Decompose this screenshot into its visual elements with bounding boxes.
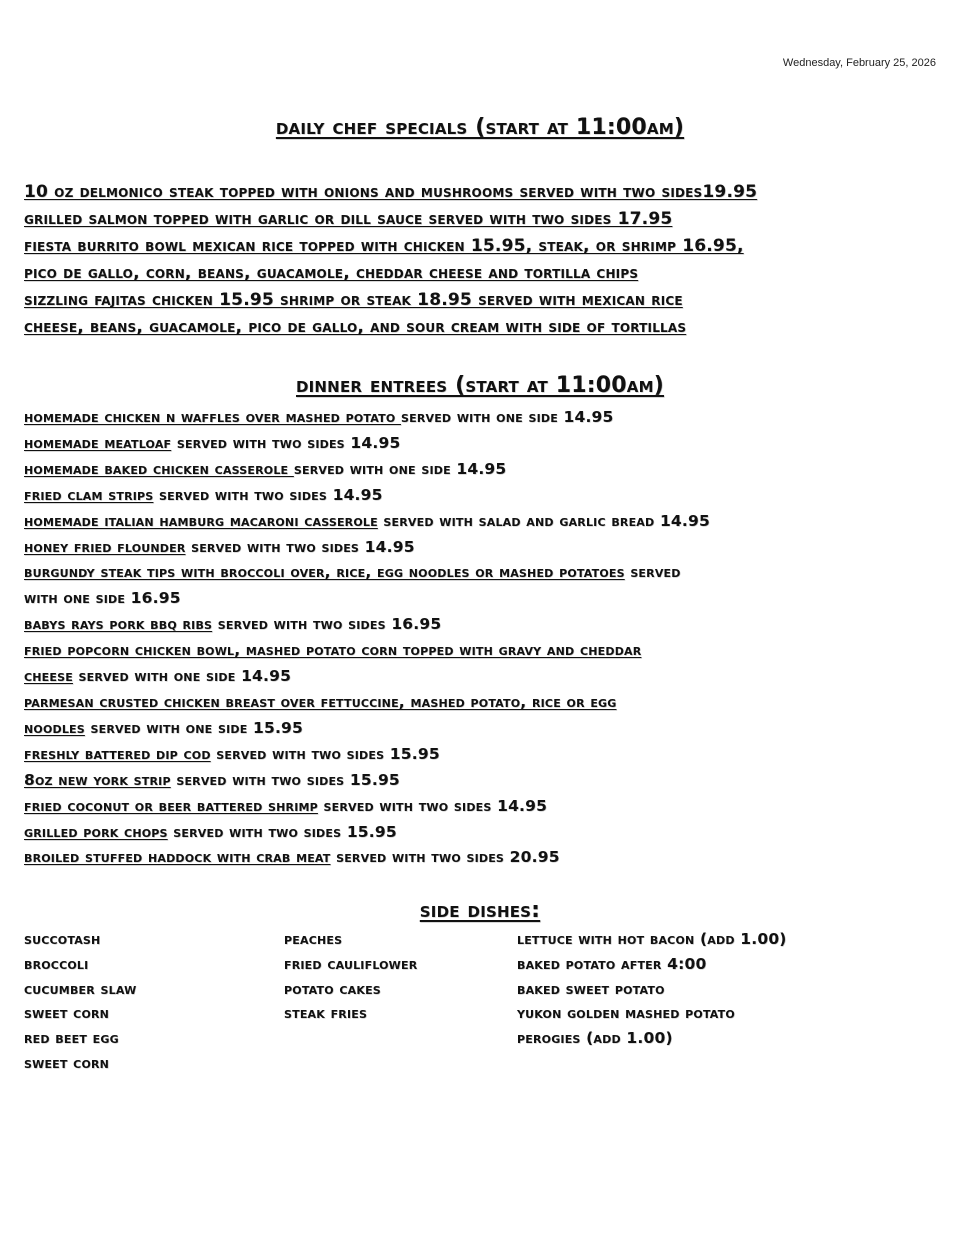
entrees-title: dinner entrees (start at 11:00am) — [296, 373, 664, 398]
entree-line — [24, 612, 939, 638]
entree-line — [24, 690, 939, 716]
entree-name: fried clam strips — [24, 485, 154, 504]
entree-detail: served with two sides 16.95 — [212, 615, 442, 634]
entree-detail: served with two sides 15.95 — [167, 822, 397, 841]
side-item: steak fries — [284, 1004, 368, 1023]
entree-line — [24, 405, 939, 431]
special-line: grilled salmon topped with garlic or dill sauce served with two sides 17.95 — [24, 209, 673, 229]
entree-name: fried coconut or beer battered shrimp — [24, 796, 318, 815]
side-item: perogies (add 1.00) — [517, 1029, 673, 1048]
side-item: baked potato after 4:00 — [517, 954, 707, 973]
entree-detail: served with two sides 20.95 — [330, 848, 560, 867]
entree-name: homemade italian hamburg macaroni casserole — [24, 511, 378, 530]
side-item: yukon golden mashed potato — [517, 1004, 735, 1023]
entree-name: homemade chicken n waffles over mashed potato — [24, 408, 401, 426]
entree-line — [24, 431, 939, 457]
entree-detail: served — [624, 563, 681, 582]
entree-detail: served with one side 14.95 — [400, 408, 614, 426]
entree-detail: served with two sides 14.95 — [317, 796, 548, 815]
sides-column-1 — [24, 927, 136, 1076]
entrees-list — [24, 405, 939, 871]
entree-line — [24, 457, 939, 483]
entree-line — [24, 638, 939, 664]
sides-grid — [0, 927, 960, 1087]
special-line: pico de gallo, corn, beans, guacamole, cheddar cheese and tortilla chips — [24, 263, 639, 283]
entree-line — [24, 509, 939, 535]
entree-name: noodles — [24, 718, 85, 737]
entree-name: honey fried flounder — [24, 537, 186, 556]
special-line: fiesta burrito bowl mexican rice topped with chicken 15.95, steak, or shrimp 16.95, — [24, 236, 744, 256]
print-date: Wednesday, February 25, 2026 — [782, 57, 936, 69]
entree-name: parmesan crusted chicken breast over fettuccine, mashed potato, rice or egg — [24, 692, 617, 711]
specials-title: daily chef specials (start at 11:00am) — [275, 115, 685, 140]
entree-detail: served with two sides 15.95 — [170, 770, 400, 789]
entree-line — [24, 483, 939, 509]
special-line: 10 oz delmonico steak topped with onions and mushrooms served with two sides19.95 — [24, 182, 758, 202]
entree-name: 8oz new york strip — [24, 770, 171, 789]
entree-name: homemade meatloaf — [24, 433, 172, 452]
side-item: broccoli — [24, 954, 89, 973]
entree-detail: served with one side 14.95 — [72, 667, 292, 686]
special-line: sizzling fajitas chicken 15.95 shrimp or steak 18.95 served with mexican rice — [24, 290, 683, 310]
entree-name: babys rays pork bbq ribs — [24, 615, 213, 634]
entree-detail: served with two sides 14.95 — [153, 485, 383, 504]
entree-name: burgundy steak tips with broccoli over, rice, egg noodles or mashed potatoes — [24, 563, 625, 582]
entree-line — [24, 768, 939, 794]
entree-detail: served with salad and garlic bread 14.95 — [377, 511, 710, 530]
sides-column-3 — [517, 927, 787, 1051]
entree-line — [24, 664, 939, 690]
entree-line — [24, 845, 939, 871]
side-item: lettuce with hot bacon (add 1.00) — [517, 930, 787, 948]
side-item: succotash — [24, 930, 101, 948]
entree-detail: with one side 16.95 — [24, 589, 181, 608]
side-item: potato cakes — [284, 979, 381, 998]
side-item: fried cauliflower — [284, 954, 418, 973]
entree-name: fried popcorn chicken bowl, mashed potato corn topped with gravy and cheddar — [24, 641, 642, 660]
entree-line — [24, 820, 939, 846]
entree-line — [24, 742, 939, 768]
sides-column-2 — [284, 927, 417, 1026]
entree-name: homemade baked chicken casserole — [24, 459, 294, 478]
entree-name: broiled stuffed haddock with crab meat — [24, 848, 331, 867]
entree-name: freshly battered dip cod — [24, 744, 211, 763]
side-item: cucumber slaw — [24, 979, 137, 998]
side-item: sweet corn — [24, 1004, 110, 1023]
entree-name: cheese — [24, 667, 73, 686]
side-item: sweet corn — [24, 1053, 110, 1072]
specials-list — [24, 179, 944, 341]
entree-line — [24, 535, 939, 561]
entree-detail: served with two sides 14.95 — [171, 433, 401, 452]
entree-detail: served with one side 14.95 — [293, 459, 507, 478]
entree-line — [24, 560, 939, 586]
side-item: baked sweet potato — [517, 979, 665, 998]
entree-name: grilled pork chops — [24, 822, 168, 841]
special-line: cheese, beans, guacamole, pico de gallo, and sour cream with side of tortillas — [24, 317, 687, 337]
side-item: red beet egg — [24, 1029, 119, 1048]
entree-line — [24, 794, 939, 820]
side-item: peaches — [284, 930, 343, 948]
entree-detail: served with two sides 14.95 — [185, 537, 415, 556]
entree-line — [24, 716, 939, 742]
sides-title: side dishes: — [419, 898, 541, 923]
entree-detail: served with one side 15.95 — [84, 718, 304, 737]
entree-detail: served with two sides 15.95 — [210, 744, 440, 763]
entree-line — [24, 586, 939, 612]
